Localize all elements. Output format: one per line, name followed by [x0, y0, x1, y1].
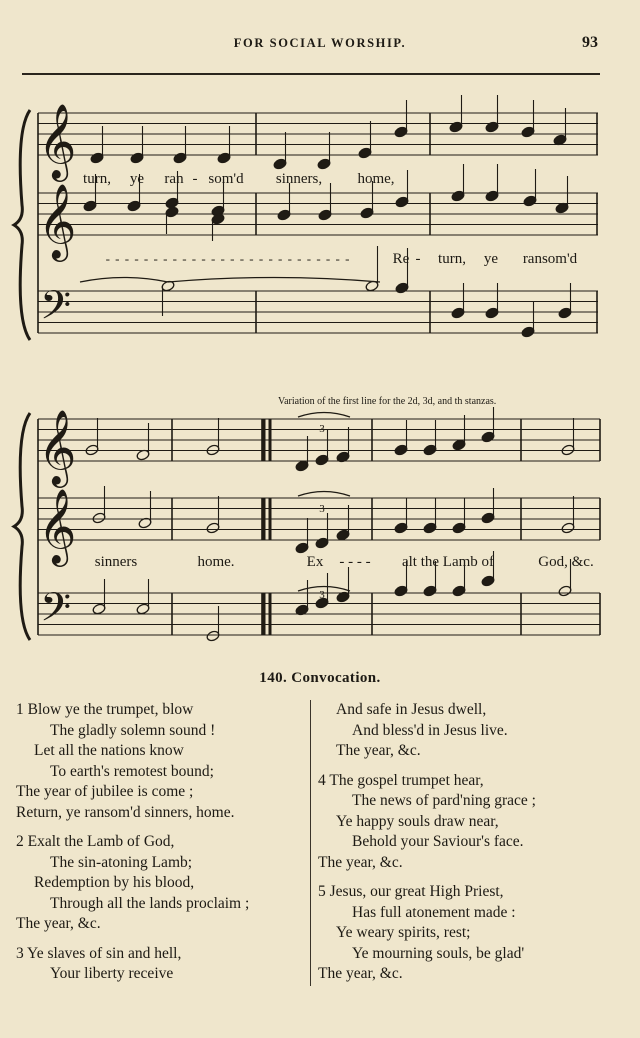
tie [80, 278, 168, 283]
verse-line: And bless'd in Jesus live. [352, 721, 508, 739]
hymn-title: 140. Convocation. [259, 670, 381, 686]
treble-clef: 𝄞 [38, 184, 77, 259]
triplet-mark: 3 [319, 503, 325, 515]
lyric-syllable: ye [483, 251, 499, 267]
lyric-syllable: ransom'd [522, 251, 578, 267]
lyric-syllable: som'd [208, 171, 244, 187]
bass-clef: 𝄢 [40, 282, 72, 339]
verse-line: Ye mourning souls, be glad' [352, 944, 525, 962]
verse-line: The sin-atoning Lamb; [50, 853, 193, 871]
running-head: FOR SOCIAL WORSHIP. [233, 36, 407, 50]
lyric-syllable: Re [392, 251, 410, 267]
triplet-mark: 3 [319, 589, 325, 601]
verse-line: Through all the lands proclaim ; [50, 894, 250, 912]
verse-line: Redemption by his blood, [34, 874, 195, 891]
verse-line: Your liberty receive [50, 965, 174, 982]
verse-line: 5 Jesus, our great High Priest, [318, 883, 504, 900]
verse-line: 1 Blow ye the trumpet, blow [16, 701, 194, 718]
treble-clef: 𝄞 [38, 489, 77, 564]
system-brace [14, 413, 30, 640]
lyric-syllable: God, &c. [538, 554, 594, 570]
tie [298, 492, 350, 497]
stanza [318, 771, 618, 874]
verse-line: The year, &c. [318, 965, 403, 982]
verse-line: The year, &c. [16, 915, 101, 932]
tie [298, 413, 350, 418]
verse-line: Behold your Saviour's face. [352, 833, 524, 850]
verse-line: The gladly solemn sound ! [50, 721, 216, 739]
verse-line: 2 Exalt the Lamb of God, [16, 833, 175, 850]
lyric-syllable: home. [197, 554, 235, 570]
verse-line: The year, &c. [336, 742, 421, 759]
verse-line: Let all the nations know [34, 742, 184, 759]
verse-line: 3 Ye slaves of sin and hell, [16, 944, 182, 962]
variation-note: Variation of the first line for the 2d, 3d, and th stanzas. [278, 396, 497, 407]
lyric-syllable: turn, [438, 251, 466, 267]
treble-clef: 𝄞 [38, 410, 77, 485]
lyric-dash-line: - - - - - - - - - - - - - - - - - - - - - - - - - - [105, 251, 351, 266]
stanza [16, 700, 306, 823]
stanza [16, 832, 306, 935]
system-brace [14, 110, 30, 340]
treble-clef: 𝄞 [38, 104, 77, 179]
lyric-dash: - - - - [339, 554, 371, 570]
verse-line: The news of pard'ning grace ; [352, 792, 536, 809]
stanza [318, 700, 618, 762]
lyric-syllable: turn, [83, 171, 111, 187]
lyric-syllable: Ex [306, 554, 324, 570]
lyric-syllable: home, [357, 171, 395, 187]
page-number: 93 [582, 34, 598, 51]
verse-line: The year, &c. [318, 853, 403, 871]
tie [168, 278, 380, 283]
verse-line: Ye happy souls draw near, [336, 812, 499, 830]
lyric-syllable: sinners [94, 554, 138, 570]
bass-clef: 𝄢 [40, 584, 72, 641]
lyric-syllable: - [192, 171, 198, 187]
lyric-syllable: ran [164, 171, 184, 187]
column-divider [310, 700, 311, 986]
lyric-syllable: ye [129, 171, 145, 187]
verse-line: Has full atonement made : [352, 903, 516, 921]
stanza [318, 882, 618, 985]
verse-line: Ye weary spirits, rest; [336, 924, 471, 941]
verse-line: And safe in Jesus dwell, [336, 701, 487, 718]
hymn-right-column [318, 700, 618, 994]
verse-line: The year of jubilee is come ; [16, 783, 194, 800]
verse-line: To earth's remotest bound; [50, 762, 214, 780]
stanza [16, 944, 306, 985]
lyric-syllable: alt the Lamb of [401, 554, 495, 570]
lyric-syllable: sinners, [275, 171, 323, 187]
triplet-mark: 3 [319, 423, 325, 435]
hymn-left-column [16, 700, 306, 994]
verse-line: 4 The gospel trumpet hear, [318, 771, 484, 789]
lyric-syllable: - [415, 251, 421, 267]
verse-line: Return, ye ransom'd sinners, home. [16, 803, 235, 821]
